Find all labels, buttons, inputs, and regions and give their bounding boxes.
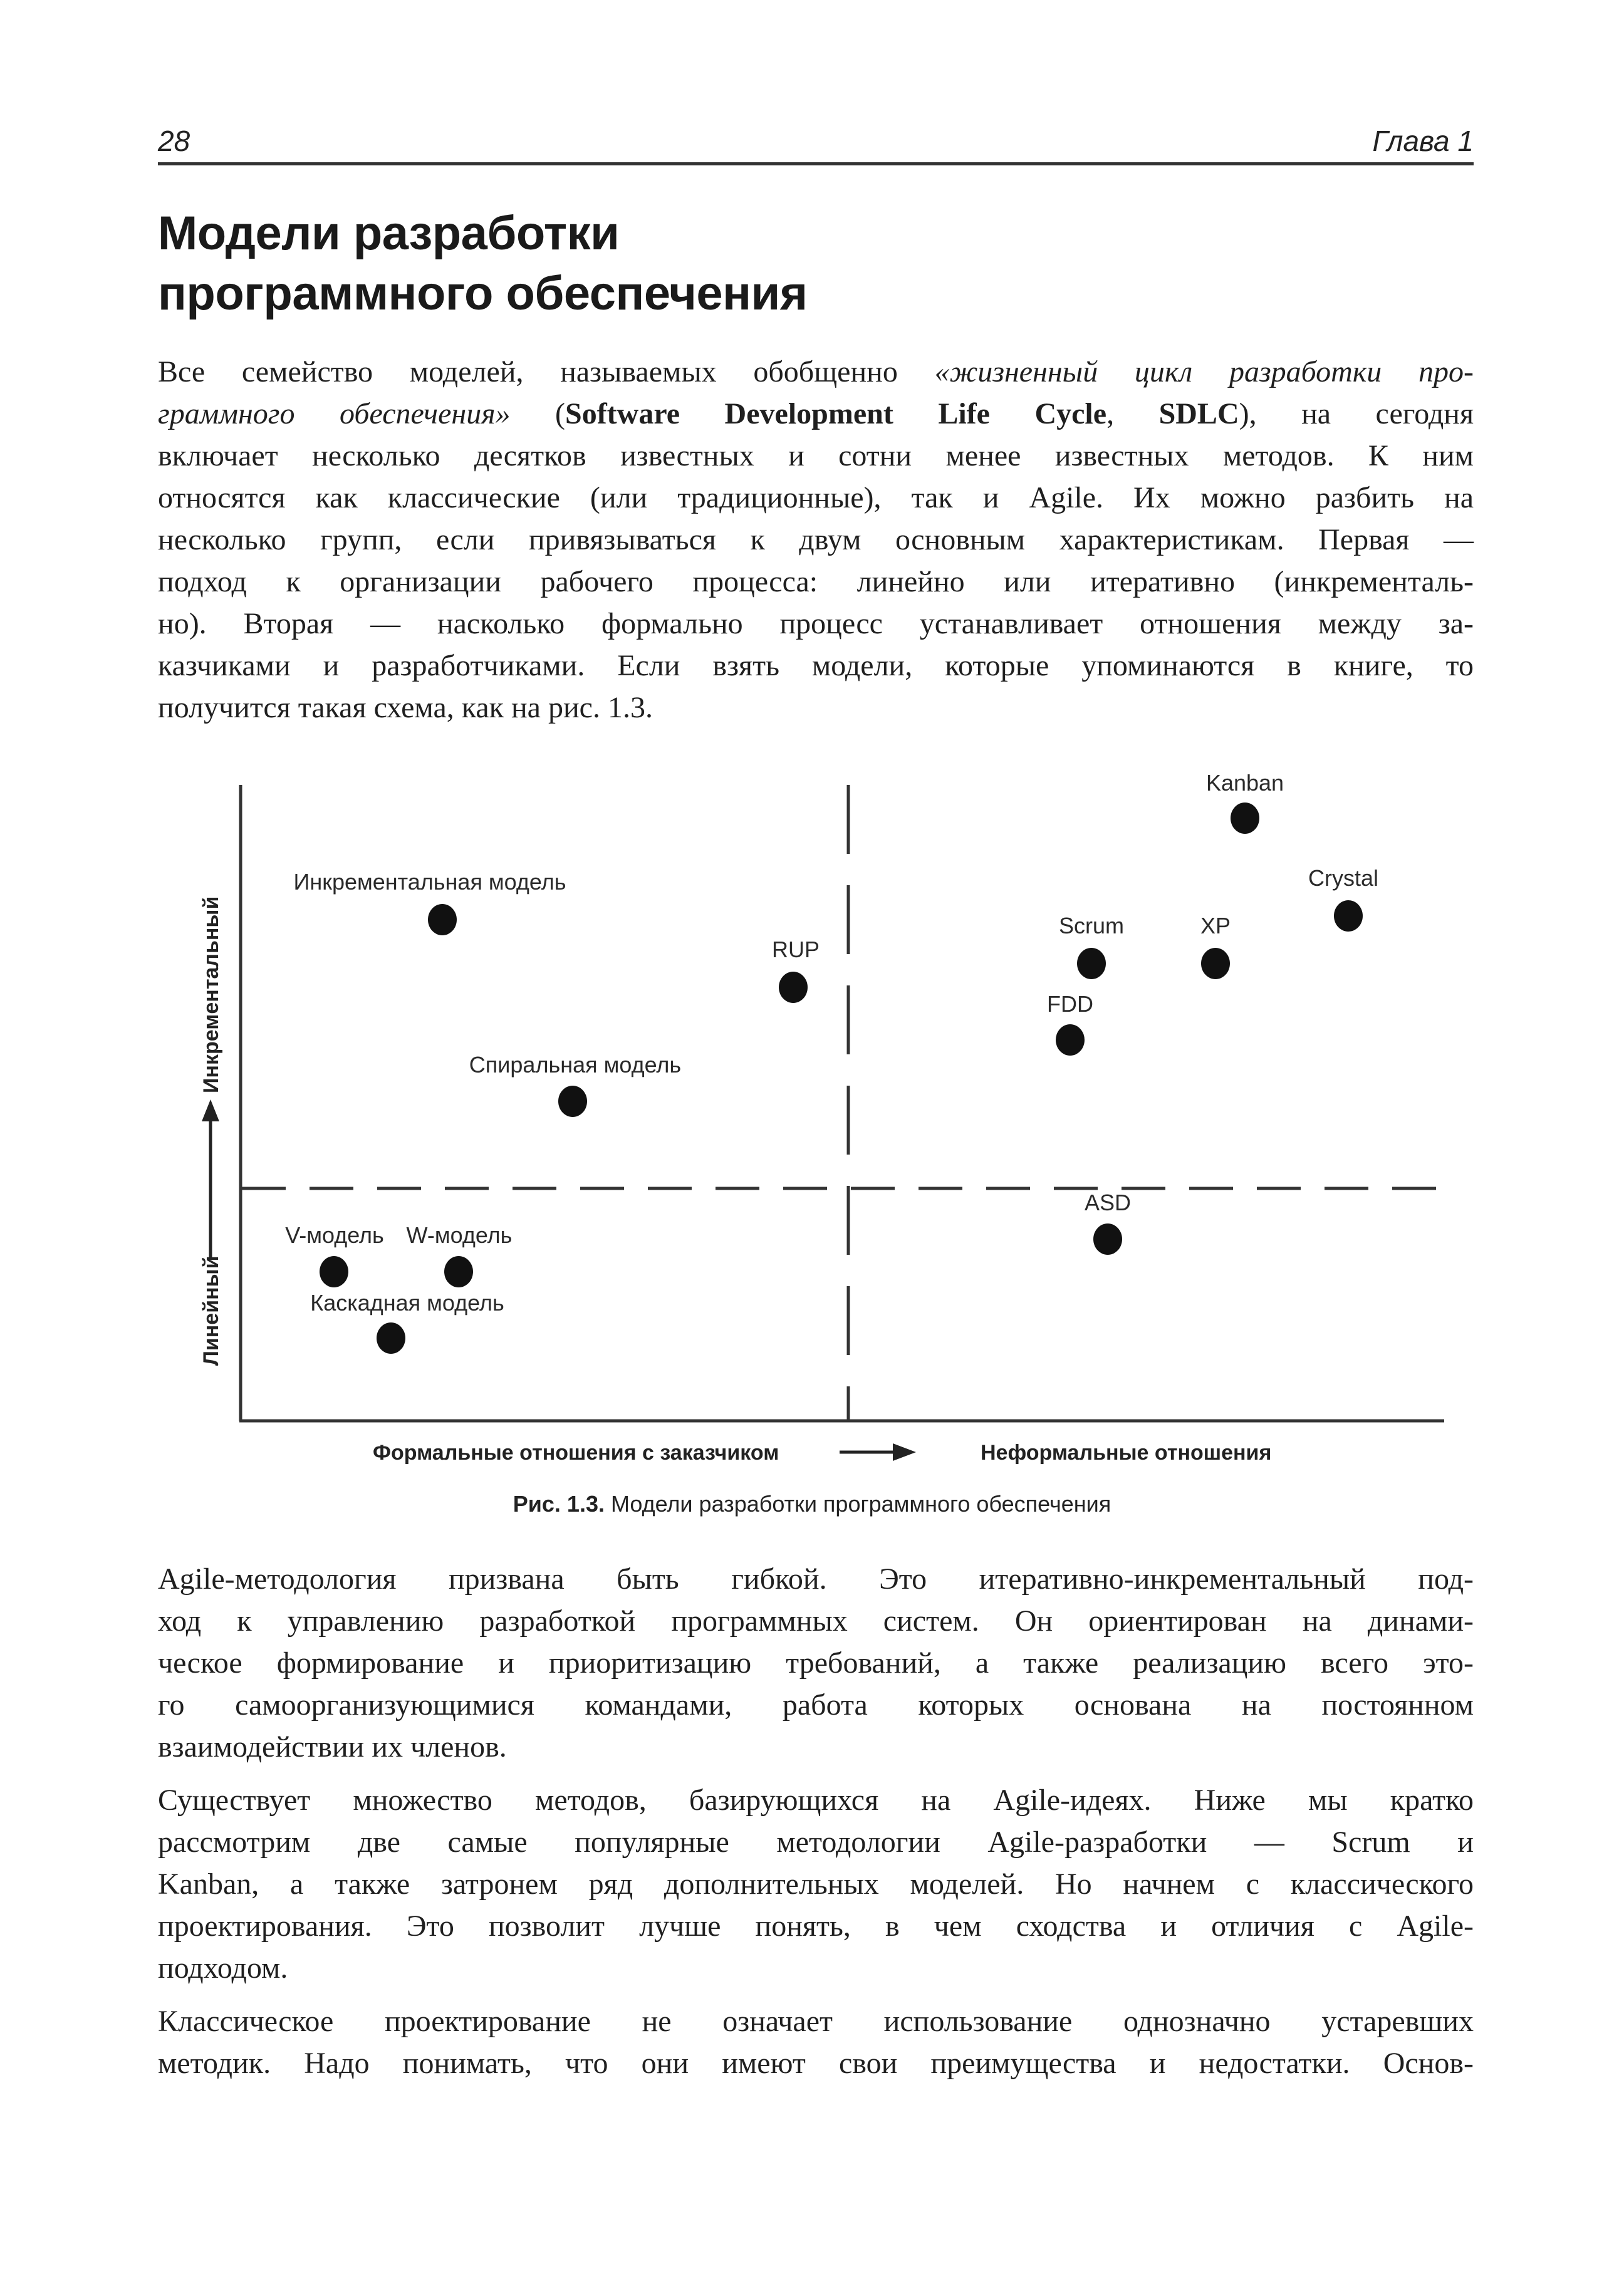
section-title-line-1: Модели разработки <box>158 207 620 260</box>
svg-text:XP: XP <box>1200 913 1231 938</box>
text-line: граммного обеспечения» (Software Development Life Cycle, SDLC), на сегодня <box>158 397 1474 430</box>
text-line: го самоорганизующимися командами, работа которых основана на постоянном <box>158 1688 1474 1722</box>
point-crystal <box>1308 865 1378 932</box>
dot-icon <box>779 972 808 1003</box>
text-line: Kanban, а также затронем ряд дополнительных моделей. Но начнем с классического <box>158 1867 1474 1901</box>
point-w-model <box>407 1222 513 1287</box>
text-line: рассмотрим две самые популярные методологии Agile-разработки — Scrum и <box>158 1826 1474 1859</box>
svg-text:Crystal: Crystal <box>1308 865 1379 891</box>
text-line: Существует множество методов, базирующихся на Agile-идеях. Ниже мы кратко <box>158 1784 1474 1817</box>
dot-icon <box>377 1322 405 1354</box>
svg-text:ASD: ASD <box>1084 1190 1132 1215</box>
figure-caption-number: Рис. 1.3. <box>513 1491 605 1517</box>
text-line: подход к организации рабочего процесса: линейно или итеративно (инкременталь- <box>158 565 1474 598</box>
dot-icon <box>1201 948 1230 979</box>
point-v-model <box>285 1222 384 1287</box>
text-line: включает несколько десятков известных и сотни менее известных методов. К ним <box>158 439 1474 472</box>
page-number: 28 <box>158 125 190 157</box>
dot-icon <box>444 1256 473 1287</box>
bold-term: SDLC <box>1158 397 1239 430</box>
text-line: казчиками и разработчиками. Если взять модели, которые упоминаются в книге, то <box>158 649 1474 682</box>
point-waterfall-model <box>310 1290 504 1354</box>
svg-text:Спиральная модель: Спиральная модель <box>469 1052 682 1078</box>
paragraph-agile <box>158 1558 1474 1768</box>
chapter-label: Глава 1 <box>1372 125 1474 157</box>
svg-text:FDD: FDD <box>1047 991 1093 1017</box>
point-kanban <box>1206 770 1284 834</box>
dot-icon <box>1056 1024 1085 1056</box>
italic-term: «жизненный цикл разработки про- <box>934 355 1474 388</box>
dot-icon <box>1077 948 1106 979</box>
text-line: взаимодействии их членов. <box>158 1730 507 1764</box>
arrow-up-icon <box>202 1099 219 1121</box>
paragraph-classic <box>158 2000 1474 2084</box>
y-axis-label-incremental: Инкрементальный <box>199 896 223 1093</box>
text-line: проектирования. Это позволит лучше понять, в чем сходства и отличия с Agile- <box>158 1909 1474 1943</box>
svg-text:Scrum: Scrum <box>1058 913 1125 938</box>
dot-icon <box>1334 900 1363 932</box>
text-line: методик. Надо понимать, что они имеют свои преимущества и недостатки. Основ- <box>158 2047 1474 2080</box>
text-line: Agile-методология призвана быть гибкой. Это итеративно-инкрементальный под- <box>158 1562 1474 1596</box>
text-line: но). Вторая — насколько формально процесс устанавливает отношения между за- <box>158 607 1474 640</box>
dot-icon <box>1093 1223 1122 1255</box>
dot-icon <box>320 1256 348 1287</box>
dot-icon <box>428 904 457 935</box>
svg-text:Kanban: Kanban <box>1205 770 1284 796</box>
text-line: несколько групп, если привязываться к двум основным характеристикам. Первая — <box>158 523 1474 556</box>
italic-term: граммного обеспечения» <box>158 397 511 430</box>
svg-text:W-модель: W-модель <box>406 1222 513 1248</box>
x-axis-label-informal: Неформальные отношения <box>981 1441 1272 1465</box>
svg-text:Инкрементальная модель: Инкрементальная модель <box>293 869 566 895</box>
point-rup <box>772 937 820 1003</box>
svg-text:Каскадная модель: Каскадная модель <box>310 1290 504 1316</box>
dot-icon <box>1231 803 1259 834</box>
text-line: подходом. <box>158 1951 288 1985</box>
dot-icon <box>558 1086 587 1117</box>
point-scrum <box>1059 913 1124 979</box>
point-incremental-model <box>293 869 566 935</box>
bold-term: Software Development Life Cycle <box>565 397 1107 430</box>
y-axis-label-linear: Линейный <box>199 1255 223 1366</box>
text-line: получится такая схема, как на рис. 1.3. <box>158 691 653 724</box>
x-axis-label-formal: Формальные отношения с заказчиком <box>373 1441 779 1465</box>
text-line: ческое формирование и приоритизацию требований, а также реализацию всего это- <box>158 1646 1474 1680</box>
svg-text:RUP: RUP <box>771 937 820 962</box>
arrow-right-icon <box>893 1443 916 1461</box>
text-line: относятся как классические (или традиционные), так и Agile. Их можно разбить на <box>158 481 1474 514</box>
text-line: Классическое проектирование не означает использование однозначно устаревших <box>158 2005 1474 2038</box>
point-xp <box>1200 913 1231 979</box>
paragraph-methods <box>158 1779 1474 1989</box>
svg-text:V-модель: V-модель <box>285 1222 384 1248</box>
point-spiral-model <box>469 1052 681 1117</box>
point-fdd <box>1047 991 1093 1056</box>
figure-caption-text: Модели разработки программного обеспечения <box>604 1491 1111 1517</box>
text-line: Все семейство моделей, называемых обобщенно «жизненный цикл разработки про- <box>158 355 1474 388</box>
section-title-line-2: программного обеспечения <box>158 267 808 320</box>
point-asd <box>1085 1190 1131 1255</box>
text-line: ход к управлению разработкой программных систем. Он ориентирован на динами- <box>158 1604 1474 1638</box>
figure-caption <box>0 1491 1624 1517</box>
